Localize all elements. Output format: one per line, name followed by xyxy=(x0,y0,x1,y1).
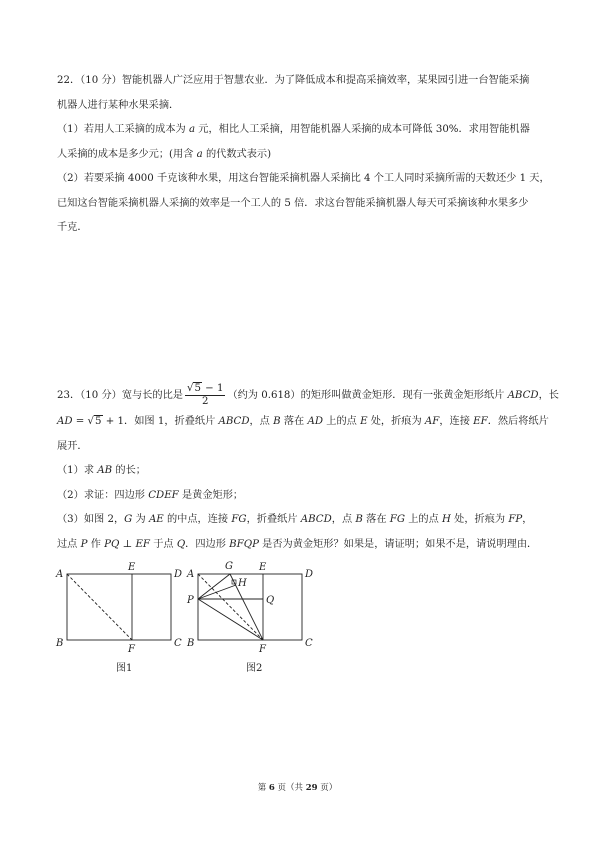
q23-line-2: AD = √5 + 1．如图 1，折叠纸片 ABCD，点 B 落在 AD 上的点 E 处，折痕为 AF，连接 EF．然后将纸片 xyxy=(57,416,549,427)
fig2-dashed-line xyxy=(198,574,263,640)
var: E xyxy=(360,416,368,427)
fig1-rectangle xyxy=(67,574,171,640)
q23-text: 落在 xyxy=(362,514,390,525)
var: H xyxy=(442,514,451,525)
var: FP xyxy=(508,514,523,525)
q22-line-3 xyxy=(57,118,547,143)
q23-text: 上的点 xyxy=(323,416,361,427)
q23-line-7 xyxy=(57,533,547,558)
var: PQ xyxy=(104,538,120,550)
q22-line-1: 22．（10 分）智能机器人广泛应用于智慧农业．为了降低成本和提高采摘效率，某果园引进一台智能采摘 xyxy=(57,75,530,86)
q23-text: （约为 0.618）的矩形叫做黄金矩形．现有一张黄金矩形纸片 xyxy=(227,390,508,401)
q23-text: ， xyxy=(522,514,533,525)
q23-text: ，折叠纸片 xyxy=(246,514,301,525)
var: FG xyxy=(231,514,247,525)
var: ABCD xyxy=(218,416,250,427)
q23-text: 作 xyxy=(87,538,105,550)
q23-text: 的中点，连接 xyxy=(163,514,232,525)
q23-line-6 xyxy=(57,508,547,533)
geometry-figures xyxy=(50,560,330,680)
q23-text: （3）如图 2， xyxy=(57,514,125,525)
fig1-label-c: C xyxy=(174,638,182,649)
q23-text: 处，折痕为 xyxy=(367,416,425,427)
q23-text: 落在 xyxy=(280,416,308,427)
q23-text: ．然后将纸片 xyxy=(487,416,549,427)
golden-ratio-fraction xyxy=(185,383,225,408)
q23-line-3: 展开． xyxy=(57,440,88,452)
fig2-label-a: A xyxy=(187,569,195,580)
total-pages: 29 xyxy=(305,783,318,793)
figure-2 xyxy=(186,561,313,674)
fig2-label-b: B xyxy=(187,638,195,649)
q23-text: 是黄金矩形； xyxy=(178,489,244,501)
footer-text: 第 xyxy=(257,783,269,793)
footer-text: 页（共 xyxy=(274,783,306,793)
fig2-rectangle xyxy=(198,574,302,640)
q23-line-1 xyxy=(57,382,559,410)
q23-text: + 1 xyxy=(102,416,125,427)
q23-text: ，连接 xyxy=(439,416,474,427)
fig1-label-a: A xyxy=(56,569,64,580)
q22-line-4 xyxy=(57,143,547,168)
var: B xyxy=(273,416,281,427)
fig2-line-pg xyxy=(198,574,230,599)
q23-text: （1）求 xyxy=(57,465,98,476)
fraction-numerator: √5 − 1 xyxy=(186,382,224,394)
fig2-label-e: E xyxy=(259,562,267,573)
var: AD xyxy=(307,416,324,427)
var: EF xyxy=(135,538,150,550)
var: AB xyxy=(97,465,113,476)
fig1-label-e: E xyxy=(128,562,136,573)
q23-line-5 xyxy=(57,484,547,509)
q23-text: （2）求证：四边形 xyxy=(57,489,149,501)
q23-text: 为 xyxy=(132,514,149,525)
fig1-caption: 图1 xyxy=(116,663,133,674)
var: AD xyxy=(57,416,73,427)
q23-text: = xyxy=(72,416,88,427)
var: AE xyxy=(148,514,164,525)
var: B xyxy=(355,514,363,525)
q23-text: ．如图 1，折叠纸片 xyxy=(124,416,219,427)
var: Q xyxy=(176,538,186,550)
q23-text: 上的点 xyxy=(404,514,443,525)
q22-text: 人采摘的成本是多少元；(用含 xyxy=(57,148,197,160)
variable-a: a xyxy=(188,124,196,135)
page-footer xyxy=(0,781,595,793)
q23-text: 23．（10 分）宽与长的比是 xyxy=(57,390,183,401)
var: ABCD xyxy=(300,514,332,525)
numerator-rest: − 1 xyxy=(201,382,224,394)
q22-line-6: 已知这台智能采摘机器人采摘的效率是一个工人的 5 倍．求这台智能采摘机器人每天可采摘该种水果多少 xyxy=(57,197,529,209)
figures xyxy=(50,560,330,680)
fraction-denominator: 2 xyxy=(201,395,209,407)
var: P xyxy=(80,538,88,550)
q23-text: ，长 xyxy=(538,390,559,401)
figure-1 xyxy=(55,562,182,674)
q23-text: 过点 xyxy=(57,538,81,550)
fig2-line-ph xyxy=(198,585,236,599)
page-number: 6 xyxy=(268,783,275,793)
var: ABCD xyxy=(507,390,539,401)
var: CDEF xyxy=(148,489,179,501)
fig2-label-q: Q xyxy=(266,595,275,606)
fig2-label-c: C xyxy=(305,638,313,649)
q23-text: 的长； xyxy=(112,465,146,476)
fig2-caption: 图2 xyxy=(246,663,263,674)
q22-line-2: 机器人进行某种水果采摘． xyxy=(57,99,180,111)
footer-text: 页） xyxy=(317,783,338,793)
fig2-label-g: G xyxy=(225,561,233,572)
fig1-label-d: D xyxy=(174,569,183,580)
q22-text: 的代数式表示) xyxy=(202,148,272,160)
q22-line-5: （2）若要采摘 4000 千克该种水果，用这台智能采摘机器人采摘比 4 个工人同时采摘所需的天数还少 1 天， xyxy=(57,173,550,184)
var: EF xyxy=(473,416,488,427)
q23-text: ，点 xyxy=(331,514,356,525)
question-23 xyxy=(57,382,559,557)
q23-text: ，点 xyxy=(249,416,274,427)
fig1-crease-af xyxy=(67,574,132,640)
fig2-label-f: F xyxy=(259,644,266,655)
q22-line-7: 千克． xyxy=(57,222,88,233)
radicand: 5 xyxy=(194,382,201,394)
q23-line-4 xyxy=(57,459,547,484)
perpendicular-symbol: ⊥ xyxy=(119,538,136,550)
q23-text: 是否为黄金矩形？如果是，请证明；如果不是，请说明理由． xyxy=(258,538,538,550)
q22-text: （1）若用人工采摘的成本为 xyxy=(57,124,189,135)
q23-text: 于点 xyxy=(149,538,177,550)
var: FG xyxy=(389,514,405,525)
var: G xyxy=(124,514,133,525)
q23-text: 处，折痕为 xyxy=(450,514,509,525)
q22-text: 元，相比人工采摘，用智能机器人采摘的成本可降低 30%．求用智能机器 xyxy=(195,124,530,135)
variable-a: a xyxy=(196,148,203,160)
fig1-label-b: B xyxy=(56,638,64,649)
question-22 xyxy=(57,69,550,241)
var: AF xyxy=(424,416,440,427)
fig2-label-d: D xyxy=(305,569,314,580)
q23-text: ．四边形 xyxy=(185,538,230,550)
fig2-label-h: H xyxy=(238,578,247,589)
radicand: 5 xyxy=(95,416,102,427)
var: BFQP xyxy=(229,538,259,550)
fig1-label-f: F xyxy=(128,644,135,655)
fig2-label-p: P xyxy=(187,595,194,606)
